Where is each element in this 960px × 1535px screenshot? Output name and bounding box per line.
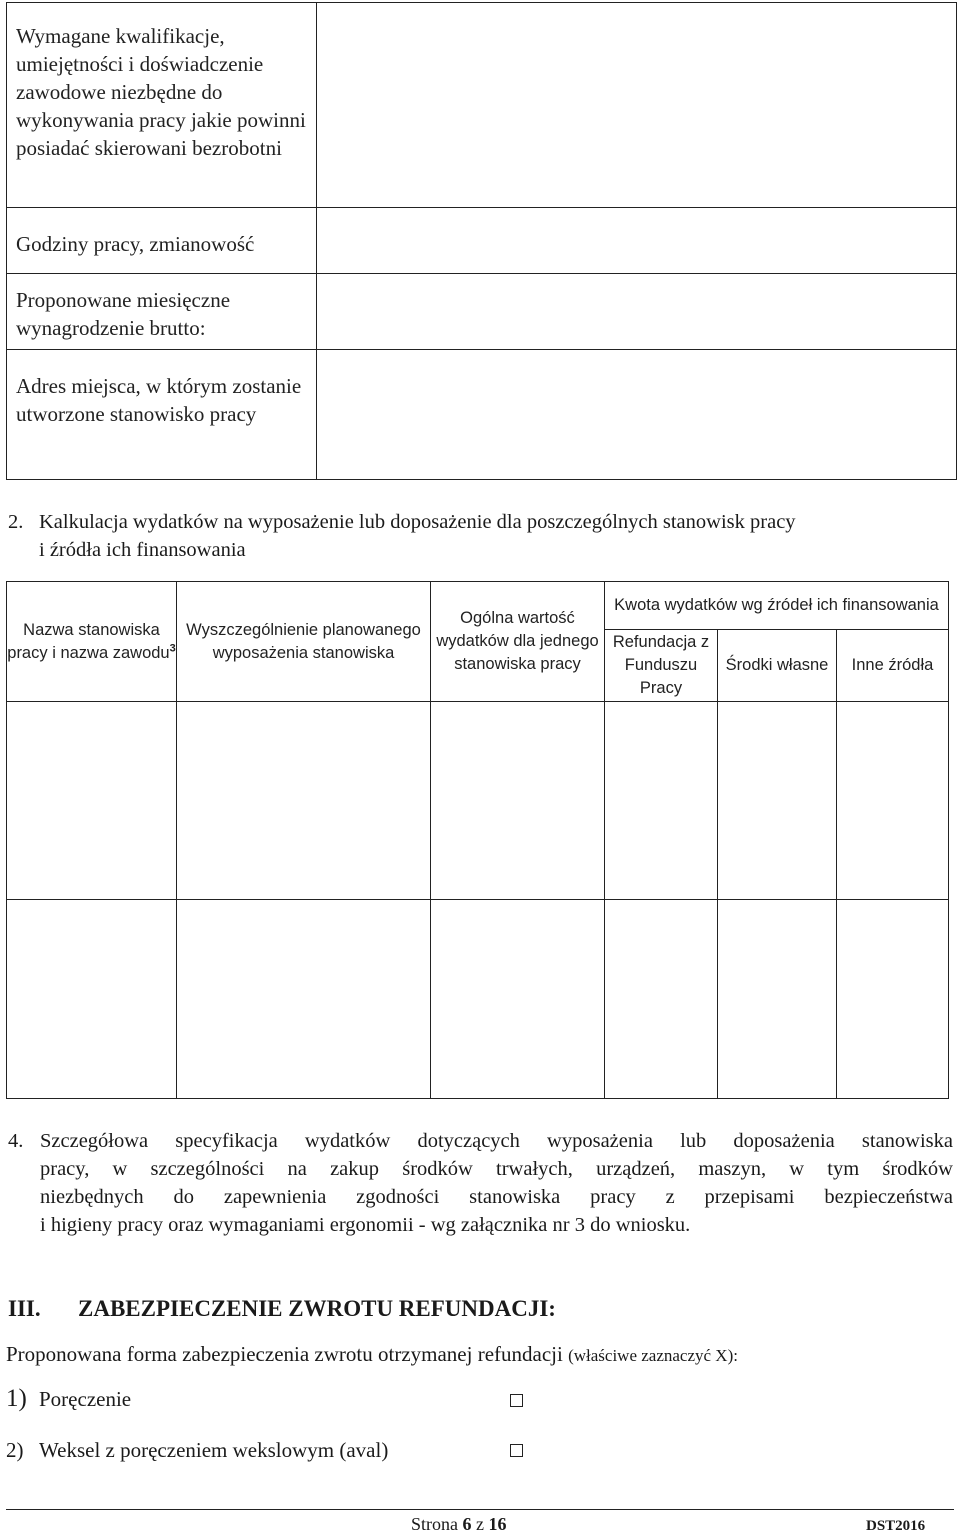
section-iii-heading [8,1296,556,1322]
paragraph-line: niezbędnych do zapewnienia zgodności stanowiska pracy z przepisami bezpieczeństwa [40,1186,953,1208]
working-hours-field[interactable] [317,208,956,272]
option-number: 1) [6,1385,27,1412]
option-label: Weksel z poręczeniem wekslowym (aval) [39,1438,389,1462]
prompt-text: Proponowana forma zabezpieczenia zwrotu otrzymanej refundacji [6,1342,563,1366]
qualifications-field[interactable] [317,3,956,206]
option-number: 2) [6,1438,24,1462]
table-row[interactable] [7,702,948,899]
section-number: 4. [8,1130,24,1152]
paragraph-line: Szczegółowa specyfikacja wydatków dotyczących wyposażenia lub doposażenia stanowiska [40,1130,953,1152]
section-number: 2. [8,511,24,533]
section-title-line: i źródła ich finansowania [39,539,246,561]
checkbox-poreczenie[interactable] [510,1394,523,1407]
header-other-sources: Inne źródła [851,656,934,674]
prompt-note: (właściwe zaznaczyć X): [568,1346,738,1365]
section-2-heading [8,508,953,564]
section-title: ZABEZPIECZENIE ZWROTU REFUNDACJI: [78,1296,556,1321]
option-label: Poręczenie [39,1387,132,1411]
page-number: Strona 6 z 16 [411,1514,507,1534]
footnote-marker: 3 [169,642,176,654]
section-title-line: Kalkulacja wydatków na wyposażenie lub doposażenie dla poszczególnych stanowisk pracy [39,511,796,533]
header-own-funds: Środki własne [725,656,829,674]
table-row[interactable] [7,900,948,1098]
header-funding-sources: Kwota wydatków wg źródeł ich finansowania [614,596,939,614]
cost-calculation-table [6,581,949,1099]
workplace-address-label: Adres miejsca, w którym zostanie utworzone stanowisko pracy [16,374,302,426]
qualifications-label: Wymagane kwalifikacje, umiejętności i doświadczenie zawodowe niezbędne do wykonywania pracy jakie powinni posiadać skierowani bezrobotni [16,24,306,160]
header-position-name: Nazwa stanowiska pracy i nazwa zawodu$^3$ [7,620,176,662]
section-4-paragraph [8,1127,953,1239]
salary-label: Proponowane miesięczne wynagrodzenie brutto: [16,288,231,340]
header-equipment-details: Wyszczególnienie planowanego wyposażenia stanowiska [186,620,421,662]
document-code: DST2016 [866,1518,926,1534]
checkbox-weksel[interactable] [510,1444,523,1457]
paragraph-line: pracy, w szczególności na zakup środków trwałych, urządzeń, maszyn, w tym środków [40,1158,953,1180]
workplace-address-field[interactable] [317,350,956,479]
header-total-value: Ogólna wartość wydatków dla jednego stanowiska pracy [436,609,599,673]
working-hours-label: Godziny pracy, zmianowość [16,232,255,256]
option-item [6,1438,388,1463]
section-number: III. [8,1296,41,1321]
option-item [6,1385,131,1413]
salary-field[interactable] [317,274,956,348]
security-form-prompt [6,1342,738,1367]
header-labor-fund-refund: Refundacja z Funduszu Pracy [612,633,710,697]
footer-divider [6,1509,954,1510]
paragraph-line: i higieny pracy oraz wymaganiami ergonomii - wg załącznika nr 3 do wniosku. [40,1214,691,1236]
employment-info-table [6,2,957,480]
